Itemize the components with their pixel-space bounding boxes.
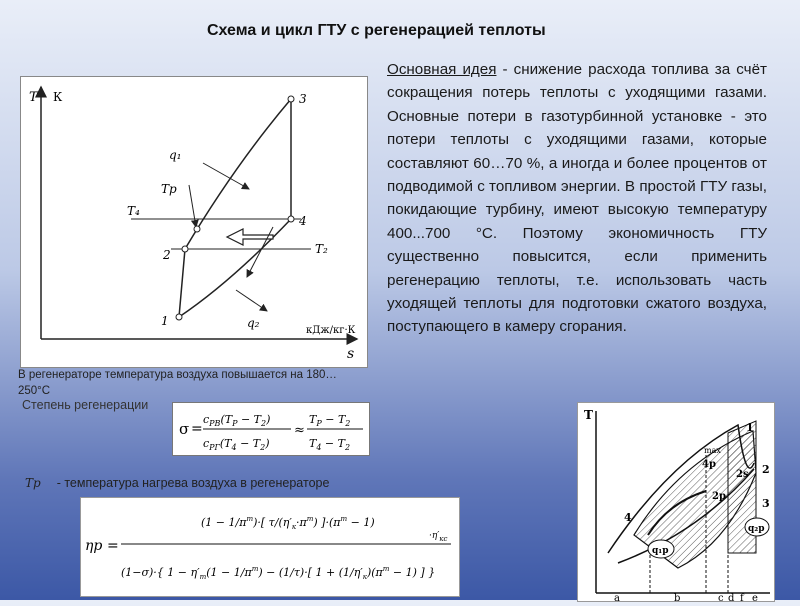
svg-text:(1 − 1/πm)·[ τ/(η′к·πm) ]·(πm: $(1 - 1/\pi^m)\cdot$[ $\tau/(\eta'_к\cdot\pi^m) ]\cdot(\pi^m - 1)$ bbox=[201, 515, 375, 531]
cycle-label-2s: 2s bbox=[736, 469, 749, 480]
point-tp bbox=[194, 226, 200, 232]
heat-addition-line bbox=[179, 99, 291, 317]
regeneration-arrow bbox=[227, 229, 273, 245]
label-tp: Tр bbox=[161, 182, 177, 196]
cycle-label-4: 4 bbox=[624, 511, 632, 524]
cycle-label-q1p: q₁р bbox=[652, 546, 669, 556]
svg-text:T4 − T2: $T_4 - T_2$ bbox=[309, 437, 351, 452]
regen-note: В регенераторе температура воздуха повышается на 180…250°С bbox=[18, 369, 337, 397]
cycle-label-2p: 2р bbox=[712, 491, 726, 502]
slide-title: Схема и цикл ГТУ с регенерацией теплоты bbox=[207, 22, 546, 39]
label-4: 4 bbox=[299, 214, 307, 228]
x-axis-label: s bbox=[347, 346, 355, 362]
tr-note bbox=[25, 476, 329, 490]
point-1 bbox=[176, 314, 182, 320]
eta-symbol: ηр bbox=[85, 538, 103, 554]
cycle-x-label-f: f bbox=[740, 593, 744, 601]
label-1: 1 bbox=[161, 314, 169, 328]
cycle-label-2: 2 bbox=[762, 463, 770, 476]
label-t2: T₂ bbox=[315, 242, 328, 256]
sigma-symbol: σ bbox=[179, 420, 190, 438]
svg-text:(1−σ)·{ 1 − η′т(1 − 1/πm) − (1: (1−σ)·{ $1 - \eta'_т(1 - 1/\pi^m) - (1/\tau)\cdot$[ $1 + (1/\eta'_к)(\pi^m - 1)$ ] } bbox=[121, 565, 436, 581]
regen-degree-label: Степень регенерации bbox=[22, 398, 149, 412]
cycle-label-q2p: q₂р bbox=[748, 524, 765, 534]
y-axis-label: T bbox=[29, 90, 38, 105]
svg-text:·η′кс: $\cdot\eta'_{кс}$ bbox=[429, 531, 448, 543]
cycle-x-label-c: c bbox=[718, 593, 724, 601]
cycle-x-label-a: a bbox=[614, 593, 620, 601]
cycle-x-label-e: e bbox=[752, 593, 758, 601]
cycle-x-label-d: d bbox=[728, 593, 735, 601]
svg-text:cPГ(T4 − T2): $c_{PГ}(T_4 - T_2)$ bbox=[203, 437, 270, 452]
efficiency-formula bbox=[80, 497, 460, 597]
cycle-label-4p: 4р bbox=[702, 459, 716, 470]
label-q2: q₂ bbox=[247, 316, 260, 330]
cycle-x-label-b: b bbox=[674, 593, 681, 601]
cycle-label-3: 3 bbox=[762, 497, 770, 510]
tr-note-text: - температура нагрева воздуха в регенераторе bbox=[56, 476, 330, 490]
label-t4: T₄ bbox=[127, 204, 140, 218]
point-4 bbox=[288, 216, 294, 222]
sigma-formula bbox=[172, 402, 370, 456]
main-text bbox=[387, 58, 767, 339]
svg-text:=: = bbox=[191, 421, 203, 437]
svg-text:cPB(TP − T2): $c_{PB}(T_P - T_2)$ bbox=[203, 413, 271, 428]
y-axis-unit: К bbox=[53, 90, 63, 104]
svg-text:TP − T2: $T_P - T_2$ bbox=[309, 413, 351, 428]
idea-label: Основная идея bbox=[387, 61, 497, 78]
cycle-label-max: max bbox=[704, 446, 721, 455]
label-2: 2 bbox=[163, 248, 171, 262]
svg-text:≈: ≈ bbox=[294, 423, 305, 438]
label-q1: q₁ bbox=[169, 148, 182, 162]
tr-symbol: Tр bbox=[25, 476, 41, 490]
cycle-label-1: 1 bbox=[746, 421, 754, 434]
point-3 bbox=[288, 96, 294, 102]
body-text: - снижение расхода топлива за счёт сокращения потерь теплоты с уходящими газами. Основные потери в газотурбинной установке - это потери теплоты с уходящими газами, которые составляют 60…70 %, а иногда и более процентов от подводимой с топливом энергии. В простой ГТУ газы, покидающие турбину, имеют высокую температуру 400...700 °С. Поэтому экономичность ГТУ существенно повысится, если применить регенерацию теплоты, т.е. использовать часть уходящей теплоты для подготовки сжатого воздуха, поступающего в камеру сгорания. bbox=[387, 61, 767, 336]
svg-text:=: = bbox=[107, 538, 119, 554]
ts-diagram bbox=[20, 76, 368, 368]
cycle-y-label: T bbox=[584, 408, 593, 422]
x-axis-unit: кДж/кг·К bbox=[306, 325, 356, 336]
point-2 bbox=[182, 246, 188, 252]
label-3: 3 bbox=[299, 92, 307, 106]
cycle-regeneration-diagram bbox=[577, 402, 775, 602]
